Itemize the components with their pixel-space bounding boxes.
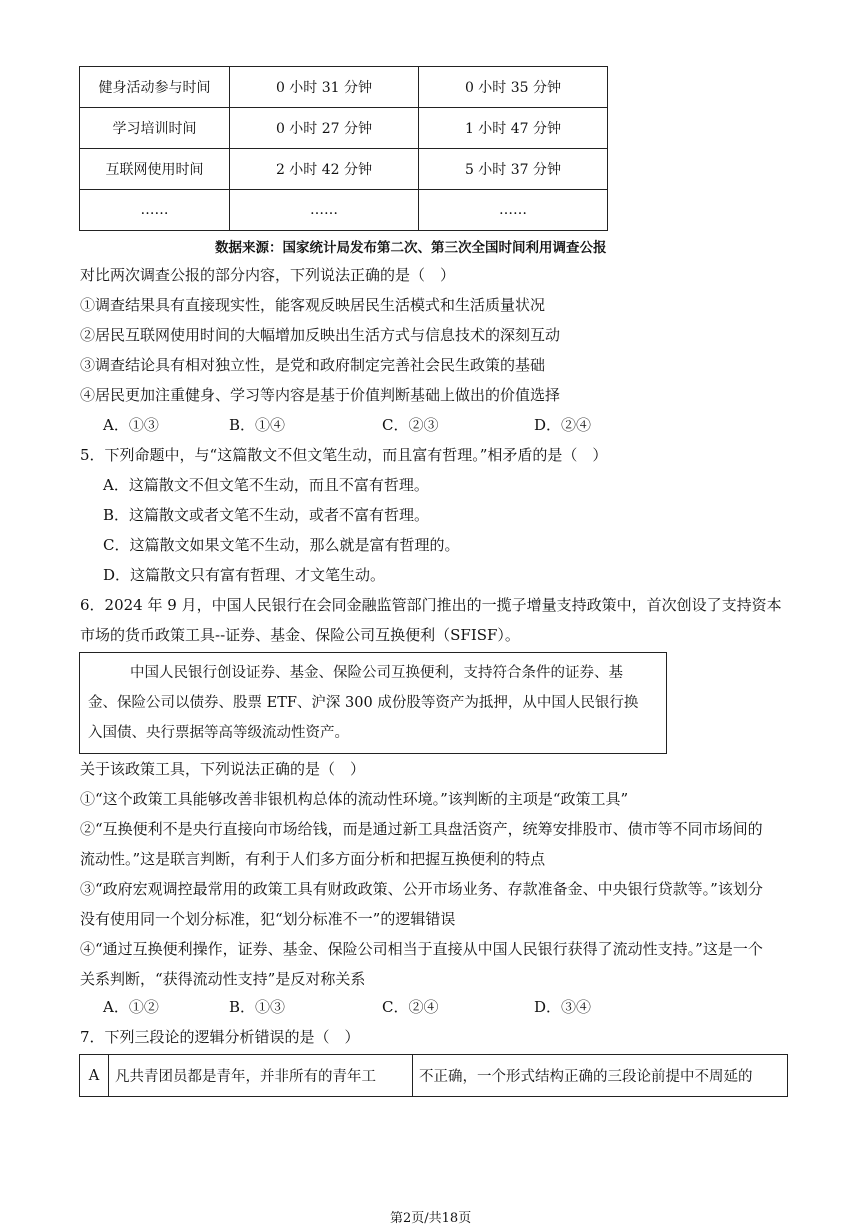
question-stem: 6．2024 年 9 月，中国人民银行在会同金融监管部门推出的一揽子增量支持政策中，首次创设了支持资本 (80, 596, 782, 614)
statement-continued: 关系判断，“获得流动性支持”是反对称关系 (80, 970, 366, 988)
option-d[interactable]: D．③④ (534, 998, 592, 1016)
question-stem: 7．下列三段论的逻辑分析错误的是（ ） (80, 1028, 360, 1046)
time-usage-table (79, 66, 608, 231)
statement: ②居民互联网使用时间的大幅增加反映出生活方式与信息技术的深刻互动 (80, 326, 561, 344)
table-cell: …… (419, 190, 608, 231)
answer-options (103, 996, 623, 1016)
statement: ②“互换便利不是央行直接向市场给钱，而是通过新工具盘活资产，统筹安排股市、债市等不同市场间的 (80, 820, 763, 838)
option-letter-cell: A (80, 1055, 109, 1097)
material-line: 金、保险公司以债券、股票 ETF、沪深 300 成份股等资产为抵押，从中国人民银行换 (88, 695, 639, 711)
statement-continued: 没有使用同一个划分标准，犯“划分标准不一”的逻辑错误 (80, 910, 456, 928)
statement: ③“政府宏观调控最常用的政策工具有财政政策、公开市场业务、存款准备金、中央银行贷款等。”该划分 (80, 880, 763, 898)
table-cell: 5 小时 37 分钟 (419, 149, 608, 190)
table-cell: …… (230, 190, 419, 231)
statement: ①“这个政策工具能够改善非银机构总体的流动性环境。”该判断的主项是“政策工具” (80, 790, 629, 808)
statement: ④居民更加注重健身、学习等内容是基于价值判断基础上做出的价值选择 (80, 386, 561, 404)
option-a[interactable]: A．这篇散文不但文笔不生动，而且不富有哲理。 (103, 476, 429, 494)
table-cell: 1 小时 47 分钟 (419, 108, 608, 149)
question-stem: 对比两次调查公报的部分内容，下列说法正确的是（ ） (80, 266, 456, 284)
option-d[interactable]: D．这篇散文只有富有哲理、才文笔生动。 (103, 566, 386, 584)
syllogism-cell: 凡共青团员都是青年，并非所有的青年工 (109, 1055, 413, 1097)
table-cell: …… (80, 190, 230, 231)
material-box (79, 652, 667, 754)
material-line: 中国人民银行创设证券、基金、保险公司互换便利，支持符合条件的证券、基 (130, 665, 623, 681)
table-row (80, 190, 608, 231)
answer-options (103, 414, 623, 434)
table-cell: 0 小时 27 分钟 (230, 108, 419, 149)
data-source-caption: 数据来源：国家统计局发布第二次、第三次全国时间利用调查公报 (215, 240, 607, 256)
table-row (80, 67, 608, 108)
table-cell: 2 小时 42 分钟 (230, 149, 419, 190)
statement: ①调查结果具有直接现实性，能客观反映居民生活模式和生活质量状况 (80, 296, 546, 314)
question-stem: 5．下列命题中，与“这篇散文不但文笔生动，而且富有哲理。”相矛盾的是（ ） (80, 446, 608, 464)
table-cell: 学习培训时间 (80, 108, 230, 149)
option-c[interactable]: C．②④ (382, 998, 439, 1016)
table-row (80, 108, 608, 149)
material-line: 入国债、央行票据等高等级流动性资产。 (88, 725, 349, 741)
page-number: 第2页/共18页 (390, 1211, 472, 1226)
option-b[interactable]: B．①④ (229, 416, 286, 434)
option-b[interactable]: B．①③ (229, 998, 286, 1016)
syllogism-table (79, 1054, 788, 1097)
table-cell: 0 小时 31 分钟 (230, 67, 419, 108)
table-cell: 0 小时 35 分钟 (419, 67, 608, 108)
option-d[interactable]: D．②④ (534, 416, 592, 434)
question-prompt: 关于该政策工具，下列说法正确的是（ ） (80, 760, 366, 778)
option-a[interactable]: A．①③ (103, 416, 159, 434)
table-row (80, 149, 608, 190)
table-cell: 互联网使用时间 (80, 149, 230, 190)
statement: ④“通过互换便利操作，证券、基金、保险公司相当于直接从中国人民银行获得了流动性支持。”这是一个 (80, 940, 763, 958)
statement-continued: 流动性。”这是联言判断，有利于人们多方面分析和把握互换便利的特点 (80, 850, 546, 868)
option-a[interactable]: A．①② (103, 998, 159, 1016)
analysis-cell: 不正确，一个形式结构正确的三段论前提中不周延的 (413, 1055, 788, 1097)
option-c[interactable]: C．②③ (382, 416, 439, 434)
table-row (80, 1055, 788, 1097)
statement: ③调查结论具有相对独立性，是党和政府制定完善社会民生政策的基础 (80, 356, 546, 374)
option-c[interactable]: C．这篇散文如果文笔不生动，那么就是富有哲理的。 (103, 536, 460, 554)
question-stem-continued: 市场的货币政策工具--证券、基金、保险公司互换便利（SFISF）。 (80, 626, 520, 644)
option-b[interactable]: B．这篇散文或者文笔不生动，或者不富有哲理。 (103, 506, 430, 524)
table-cell: 健身活动参与时间 (80, 67, 230, 108)
